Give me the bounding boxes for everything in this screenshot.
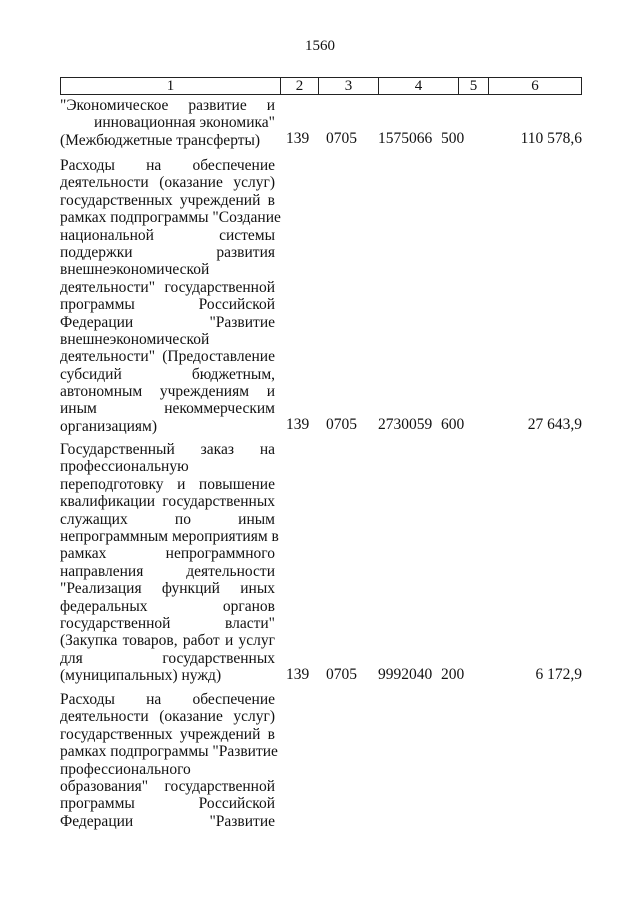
grbs-code: 139 xyxy=(286,130,310,147)
description-line: направления деятельности xyxy=(60,562,275,580)
expense-type-code: 600 xyxy=(441,416,465,433)
description-line: национальной системы xyxy=(60,226,275,244)
target-article-code: 2730059 xyxy=(378,416,433,433)
description-line: государственной власти" xyxy=(60,614,275,632)
description-line: Расходы на обеспечение xyxy=(60,691,275,708)
target-article-code: 1575066 xyxy=(378,130,433,147)
description-line: служащих по иным xyxy=(60,510,275,528)
description-line: рамках непрограммного xyxy=(60,545,275,563)
description-line: профессионального xyxy=(60,760,191,778)
description-line: (муниципальных) нужд) xyxy=(60,667,222,685)
grbs-code: 139 xyxy=(286,666,310,683)
header-col-2: 2 xyxy=(280,78,318,94)
description-line: государственных учреждений в xyxy=(60,191,275,209)
description-line: поддержки развития xyxy=(60,243,275,261)
description-line: Государственный заказ на xyxy=(60,441,275,458)
description-line: деятельности" государственной xyxy=(60,278,275,296)
description-line: квалификации государственных xyxy=(60,493,275,511)
description-line: программы Российской xyxy=(60,795,275,813)
amount: 27 643,9 xyxy=(527,416,582,433)
description-line: Федерации "Развитие xyxy=(60,812,275,830)
row-description xyxy=(60,97,275,149)
description-line: программы Российской xyxy=(60,296,275,314)
target-article-code: 9992040 xyxy=(378,666,433,683)
header-col-5: 5 xyxy=(458,78,488,94)
header-col-3: 3 xyxy=(318,78,378,94)
description-line: Расходы на обеспечение xyxy=(60,157,275,174)
row-description xyxy=(60,157,281,435)
description-line: (Закупка товаров, работ и услуг xyxy=(60,632,275,650)
description-line: организациям) xyxy=(60,417,158,435)
description-line: рамках подпрограммы "Развитие xyxy=(60,743,278,761)
description-line: профессиональную xyxy=(60,458,189,476)
description-line: субсидий бюджетным, xyxy=(60,365,275,383)
row-description xyxy=(60,691,278,830)
expense-type-code: 200 xyxy=(441,666,465,683)
description-line: "Реализация функций иных xyxy=(60,580,275,598)
description-line: образования" государственной xyxy=(60,777,275,795)
description-line: "Экономическое развитие и xyxy=(60,97,275,114)
description-line: федеральных органов xyxy=(60,597,275,615)
description-line: (Межбюджетные трансферты) xyxy=(60,131,261,149)
amount: 110 578,6 xyxy=(520,130,582,147)
description-line: для государственных xyxy=(60,649,275,667)
header-col-1: 1 xyxy=(166,78,175,94)
description-line: внешнеэкономической xyxy=(60,330,210,348)
description-line: рамках подпрограммы "Создание xyxy=(60,209,281,227)
section-code: 0705 xyxy=(326,130,357,147)
description-line: автономным учреждениям и xyxy=(60,383,275,401)
description-line: деятельности" (Предоставление xyxy=(60,348,275,366)
expense-type-code: 500 xyxy=(441,130,465,147)
section-code: 0705 xyxy=(326,416,357,433)
table-header xyxy=(60,77,582,95)
description-line: инновационная экономика" xyxy=(94,114,275,132)
header-col-4: 4 xyxy=(378,78,458,94)
description-line: иным некоммерческим xyxy=(60,400,275,418)
description-line: внешнеэкономической xyxy=(60,261,210,279)
description-line: Федерации "Развитие xyxy=(60,313,275,331)
description-line: переподготовку и повышение xyxy=(60,475,275,493)
description-line: деятельности (оказание услуг) xyxy=(60,708,275,726)
row-description xyxy=(60,441,279,685)
description-line: деятельности (оказание услуг) xyxy=(60,174,275,192)
grbs-code: 139 xyxy=(286,416,310,433)
description-line: непрограммным мероприятиям в xyxy=(60,527,279,545)
page-number: 1560 xyxy=(305,38,335,54)
section-code: 0705 xyxy=(326,666,357,683)
amount: 6 172,9 xyxy=(535,666,582,683)
description-line: государственных учреждений в xyxy=(60,725,275,743)
header-col-6: 6 xyxy=(488,78,581,94)
